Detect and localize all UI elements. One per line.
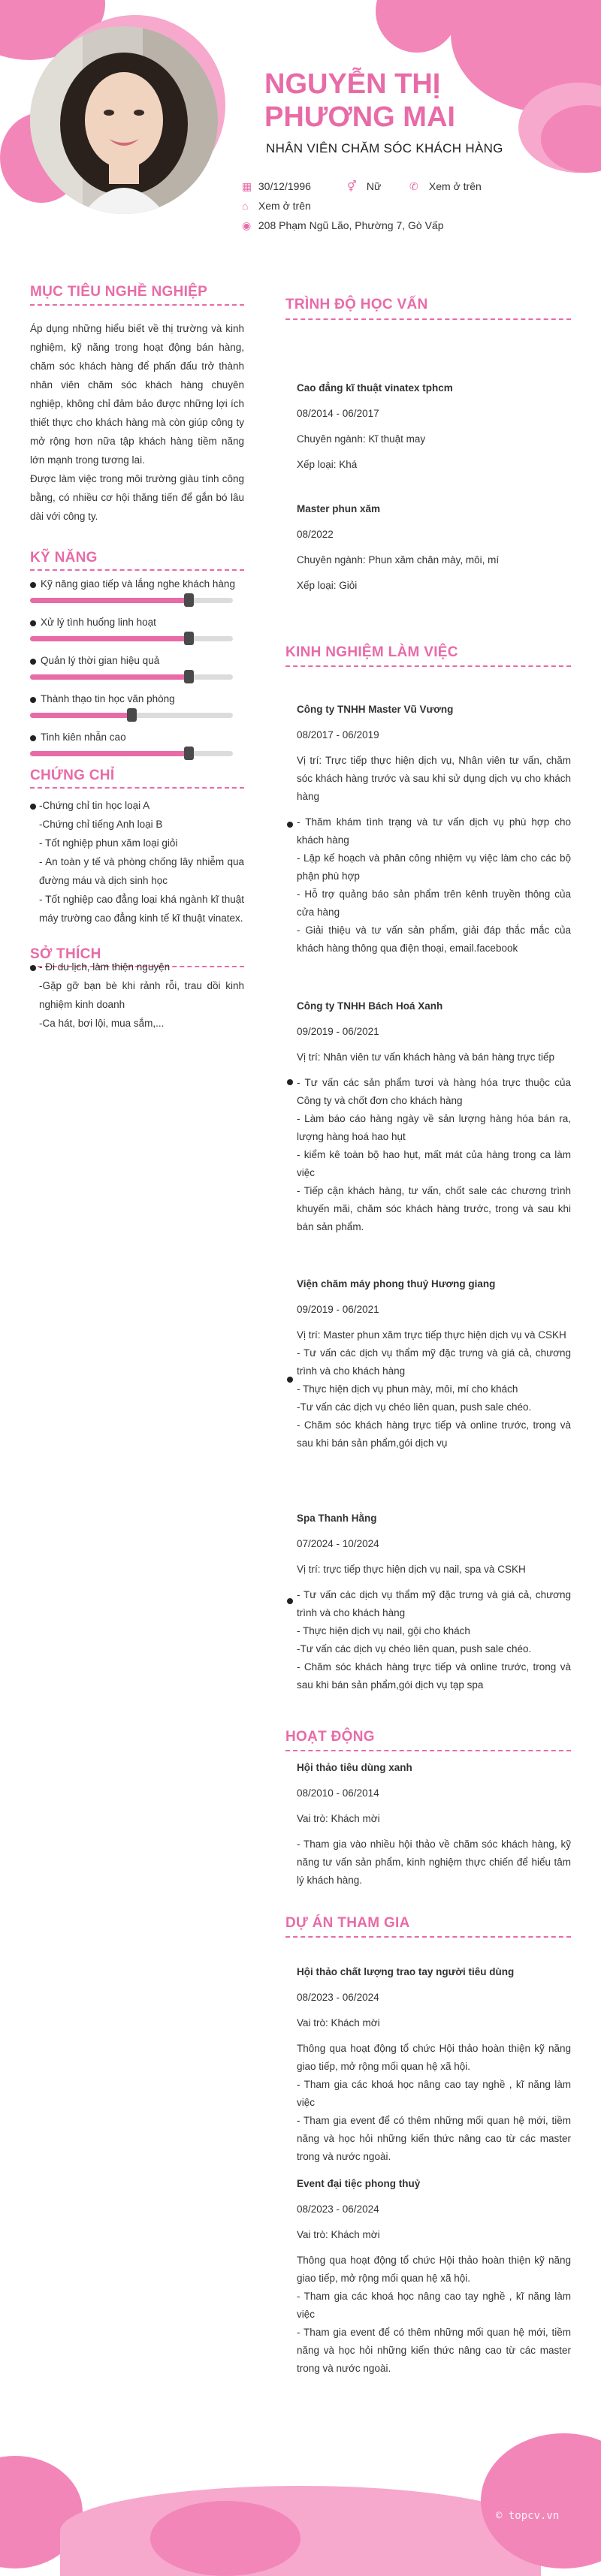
experience-line: - Thăm khám tình trạng và tư vấn dịch vụ phù hợp cho khách hàng xyxy=(297,816,571,846)
job-title: NHÂN VIÊN CHĂM SÓC KHÁCH HÀNG xyxy=(266,141,503,155)
project-period: 08/2023 - 06/2024 xyxy=(297,2203,379,2215)
calendar-icon: ▦ xyxy=(242,180,252,192)
projects-divider xyxy=(285,1936,571,1938)
education-period: 08/2014 - 06/2017 xyxy=(297,408,379,419)
skill-bar-fill xyxy=(30,636,189,641)
address-row xyxy=(242,219,444,232)
experience-line: - Tư vấn các dịch vụ thẩm mỹ đặc trưng và giá cả, chương trình và cho khách hàng xyxy=(297,1589,571,1618)
bullet-icon xyxy=(30,582,36,588)
experience-item xyxy=(297,1275,571,1452)
skill-label: Tinh kiên nhẫn cao xyxy=(41,731,126,743)
project-line: Thông qua hoạt động tổ chức Hội thảo hoàn thiện kỹ năng giao tiếp, mở rộng mối quan hệ xã hội. xyxy=(297,2043,571,2072)
bullet-icon xyxy=(30,804,36,810)
company-name: Công ty TNHH Master Vũ Vương xyxy=(297,704,454,715)
certificate-item: - Tốt nghiệp cao đẳng loại khá ngành kĩ thuật máy trường cao đẳng kinh tế kĩ thuật vinatex. xyxy=(39,894,244,924)
education-item xyxy=(297,500,571,595)
experience-line: - Chăm sóc khách hàng trực tiếp và online trước, trong và sau khi bán sản phẩm,gói dịch vụ tạp spa xyxy=(297,1661,571,1691)
experience-line: - Chăm sóc khách hàng trực tiếp và online trước, trong và sau khi bán sản phẩm,gói dịch vụ xyxy=(297,1419,571,1449)
project-role: Vai trò: Khách mời xyxy=(297,2017,380,2029)
education-title: TRÌNH ĐỘ HỌC VẤN xyxy=(285,297,428,312)
bullet-icon xyxy=(287,822,293,828)
dob-row xyxy=(242,180,311,193)
hobby-item: - Đi du lịch, làm thiện nguyện xyxy=(39,961,171,973)
experience-period: 09/2019 - 06/2021 xyxy=(297,1026,379,1037)
bullet-icon xyxy=(30,659,36,665)
avatar-photo xyxy=(30,26,218,214)
company-name: Viện chăm máy phong thuỷ Hương giang xyxy=(297,1278,496,1290)
experience-line: - Tư vấn các dịch vụ thẩm mỹ đặc trưng và giá cả, chương trình và cho khách hàng xyxy=(297,1347,571,1377)
gender-icon: ⚥ xyxy=(347,180,357,192)
education-grade: Xếp loại: Khá xyxy=(297,459,358,470)
objective-title: MỤC TIÊU NGHỀ NGHIỆP xyxy=(30,284,208,300)
bullet-icon xyxy=(30,620,36,626)
education-major: Chuyên ngành: Phun xăm chân mày, môi, mí xyxy=(297,554,500,566)
skill-bar-fill xyxy=(30,713,131,718)
experience-period: 08/2017 - 06/2019 xyxy=(297,729,379,741)
education-divider xyxy=(285,318,571,320)
activity-desc: - Tham gia vào nhiều hội thảo về chăm sóc khách hàng, kỹ năng tư vấn sản phẩm, kinh nghiệm thực chiến để hiểu tâm lý khách hàng. xyxy=(297,1838,571,1886)
project-line: - Tham gia event để có thêm những mối quan hệ mới, tiềm năng và học hỏi những kiến thức nâng cao từ các master trong và nước ngoài. xyxy=(297,2327,571,2374)
experience-line: Vị trí: trực tiếp thực hiện dịch vụ nail, spa và CSKH xyxy=(297,1564,526,1575)
projects-title: DỰ ÁN THAM GIA xyxy=(285,1915,410,1931)
decor-blob xyxy=(60,2486,541,2576)
decor-blob xyxy=(376,0,458,53)
experience-line: - Thực hiện dịch vụ phun mày, môi, mí cho khách xyxy=(297,1383,518,1395)
skill-bar-fill xyxy=(30,598,189,603)
experience-period: 09/2019 - 06/2021 xyxy=(297,1304,379,1315)
location-icon: ◉ xyxy=(242,219,252,231)
activity-role: Vai trò: Khách mời xyxy=(297,1813,380,1824)
phone-icon: ✆ xyxy=(409,180,418,192)
gender-row xyxy=(347,180,381,193)
education-item xyxy=(297,379,571,474)
project-line: Thông qua hoạt động tổ chức Hội thảo hoàn thiện kỹ năng giao tiếp, mở rộng mối quan hệ xã hội. xyxy=(297,2255,571,2284)
residence-value: Xem ở trên xyxy=(258,200,311,212)
skill-level-handle xyxy=(127,708,137,722)
activity-name: Hội thảo tiêu dùng xanh xyxy=(297,1762,412,1773)
company-name: Công ty TNHH Bách Hoá Xanh xyxy=(297,1000,443,1012)
experience-item xyxy=(297,997,571,1236)
project-item xyxy=(297,1963,571,2166)
experience-line: - Tư vấn các sản phẩm tươi và hàng hóa trực thuộc của Công ty và chốt đơn cho khách hàng xyxy=(297,1077,571,1106)
objective-paragraph: Được làm việc trong môi trường giàu tính công bằng, có nhiều cơ hội thăng tiến để gắn bó lâu dài với công ty. xyxy=(30,473,244,522)
phone-value: Xem ở trên xyxy=(428,180,482,192)
school-name: Master phun xăm xyxy=(297,503,381,514)
avatar xyxy=(30,26,218,214)
education-grade: Xếp loại: Giỏi xyxy=(297,580,358,591)
experience-line: - Giải thiệu và tư vấn sản phẩm, giải đáp thắc mắc của khách hàng thông qua điện thoại, email.facebook xyxy=(297,925,571,954)
hobbies-list xyxy=(39,958,244,1033)
skill-level-handle xyxy=(184,747,194,760)
experience-line: - Thực hiện dịch vụ nail, gội cho khách xyxy=(297,1625,470,1636)
watermark: © topcv.vn xyxy=(496,2510,560,2522)
project-role: Vai trò: Khách mời xyxy=(297,2229,380,2240)
certificate-item: -Chứng chỉ tin học loại A xyxy=(39,800,150,811)
certificate-item: - Tốt nghiệp phun xăm loại giỏi xyxy=(39,837,178,849)
certificate-item: -Chứng chỉ tiếng Anh loại B xyxy=(39,819,163,830)
experience-line: -Tư vấn các dịch vụ chéo liên quan, push sale chéo. xyxy=(297,1643,532,1654)
experience-line: - Làm báo cáo hàng ngày về sản lượng hàng hóa bán ra, lượng hàng hoá hao hụt xyxy=(297,1113,571,1142)
certificates-divider xyxy=(30,787,244,789)
objective-divider xyxy=(30,304,244,306)
address-value: 208 Phạm Ngũ Lão, Phường 7, Gò Vấp xyxy=(258,219,444,231)
objective-paragraph: Áp dụng những hiểu biết về thị trường và kinh nghiệm, kỹ năng trong hoạt động bán hàng, chăm sóc khách hàng để phấn đấu trở thành nhân viên chăm sóc khách hàng chuyên nghiệp, không chỉ đảm bảo được những lợi ích thiết thực cho khách hàng mà còn giúp công ty mở rộng hơn nữa tập khách hàng tiềm năng lớn mạnh trong tương lai. xyxy=(30,323,244,466)
experience-line: - Hỗ trợ quảng báo sản phẩm trên kênh truyền thông của cửa hàng xyxy=(297,888,571,918)
bullet-icon xyxy=(287,1377,293,1383)
certificates-title: CHỨNG CHỈ xyxy=(30,768,115,783)
experience-line: Vị trí: Nhân viên tư vấn khách hàng và bán hàng trực tiếp xyxy=(297,1051,555,1063)
experience-line: Vị trí: Master phun xăm trực tiếp thực hiện dịch vụ và CSKH xyxy=(297,1329,566,1341)
objective-text xyxy=(30,319,244,526)
education-period: 08/2022 xyxy=(297,529,334,540)
residence-row xyxy=(242,200,311,212)
bullet-icon xyxy=(30,697,36,703)
experience-divider xyxy=(285,665,571,667)
skills-title: KỸ NĂNG xyxy=(30,550,98,566)
company-name: Spa Thanh Hằng xyxy=(297,1513,377,1524)
experience-period: 07/2024 - 10/2024 xyxy=(297,1538,379,1549)
bullet-icon xyxy=(30,965,36,971)
project-line: - Tham gia các khoá học nâng cao tay nghề , kĩ năng làm việc xyxy=(297,2079,571,2108)
gender-value: Nữ xyxy=(366,180,382,192)
bullet-icon xyxy=(30,735,36,741)
skill-label: Thành thạo tin học văn phòng xyxy=(41,693,175,704)
hobby-item: -Ca hát, bơi lội, mua sắm,... xyxy=(39,1018,165,1029)
project-period: 08/2023 - 06/2024 xyxy=(297,1992,379,2003)
decor-blob xyxy=(150,2501,300,2576)
experience-line: - Tiếp cận khách hàng, tư vấn, chốt sale các chương trình khuyến mãi, chăm sóc khách hàng trước, trong và sau khi bán sản phẩm. xyxy=(297,1185,571,1232)
candidate-name: NGUYỄN THỊ PHƯƠNG MAI xyxy=(264,68,455,133)
skill-bar-fill xyxy=(30,674,189,680)
experience-item xyxy=(297,1510,571,1694)
project-line: - Tham gia event để có thêm những mối quan hệ mới, tiềm năng và học hỏi những kiến thức nâng cao từ các master trong và nước ngoài. xyxy=(297,2115,571,2162)
experience-line: -Tư vấn các dịch vụ chéo liên quan, push sale chéo. xyxy=(297,1401,532,1413)
project-name: Hội thảo chất lượng trao tay người tiêu dùng xyxy=(297,1966,515,1977)
hobby-item: -Gặp gỡ bạn bè khi rảnh rỗi, trau dồi kinh nghiệm kinh doanh xyxy=(39,980,244,1010)
project-line: - Tham gia các khoá học nâng cao tay nghề , kĩ năng làm việc xyxy=(297,2291,571,2320)
school-name: Cao đẳng kĩ thuật vinatex tphcm xyxy=(297,382,453,394)
experience-line: Vị trí: Trực tiếp thực hiện dịch vụ, Nhân viên tư vấn, chăm sóc khách hàng trước và sau khi sử dụng dịch vụ cho khách hàng xyxy=(297,755,571,802)
home-icon: ⌂ xyxy=(242,200,249,212)
skill-level-handle xyxy=(184,670,194,683)
skill-bar-fill xyxy=(30,751,189,756)
phone-row xyxy=(409,180,482,193)
education-major: Chuyên ngành: Kĩ thuật may xyxy=(297,433,426,445)
skill-label: Quản lý thời gian hiệu quả xyxy=(41,655,160,666)
skill-label: Xử lý tình huống linh hoạt xyxy=(41,617,156,628)
activity-period: 08/2010 - 06/2014 xyxy=(297,1787,379,1799)
dob-value: 30/12/1996 xyxy=(258,180,311,192)
activity-item xyxy=(297,1759,571,1890)
experience-title: KINH NGHIỆM LÀM VIỆC xyxy=(285,644,458,660)
experience-line: - kiểm kê toàn bộ hao hụt, mất mát của hàng trong ca làm việc xyxy=(297,1149,571,1178)
project-name: Event đại tiệc phong thuỷ xyxy=(297,2178,421,2189)
skill-label: Kỹ năng giao tiếp và lắng nghe khách hàng xyxy=(41,578,235,590)
bullet-icon xyxy=(287,1079,293,1085)
activities-title: HOẠT ĐỘNG xyxy=(285,1729,375,1745)
skills-divider xyxy=(30,569,244,571)
certificate-item: - An toàn y tế và phòng chống lây nhiễm qua đường máu và dịch sinh học xyxy=(39,856,244,886)
certificates-list xyxy=(39,796,244,928)
hobbies-title: SỞ THÍCH xyxy=(30,946,101,962)
experience-line: - Lập kế hoạch và phân công nhiệm vụ việc làm cho các bộ phận phù hợp xyxy=(297,852,571,882)
experience-item xyxy=(297,701,571,958)
activities-divider xyxy=(285,1750,571,1751)
skill-level-handle xyxy=(184,593,194,607)
skill-level-handle xyxy=(184,632,194,645)
bullet-icon xyxy=(287,1598,293,1604)
project-item xyxy=(297,2175,571,2378)
